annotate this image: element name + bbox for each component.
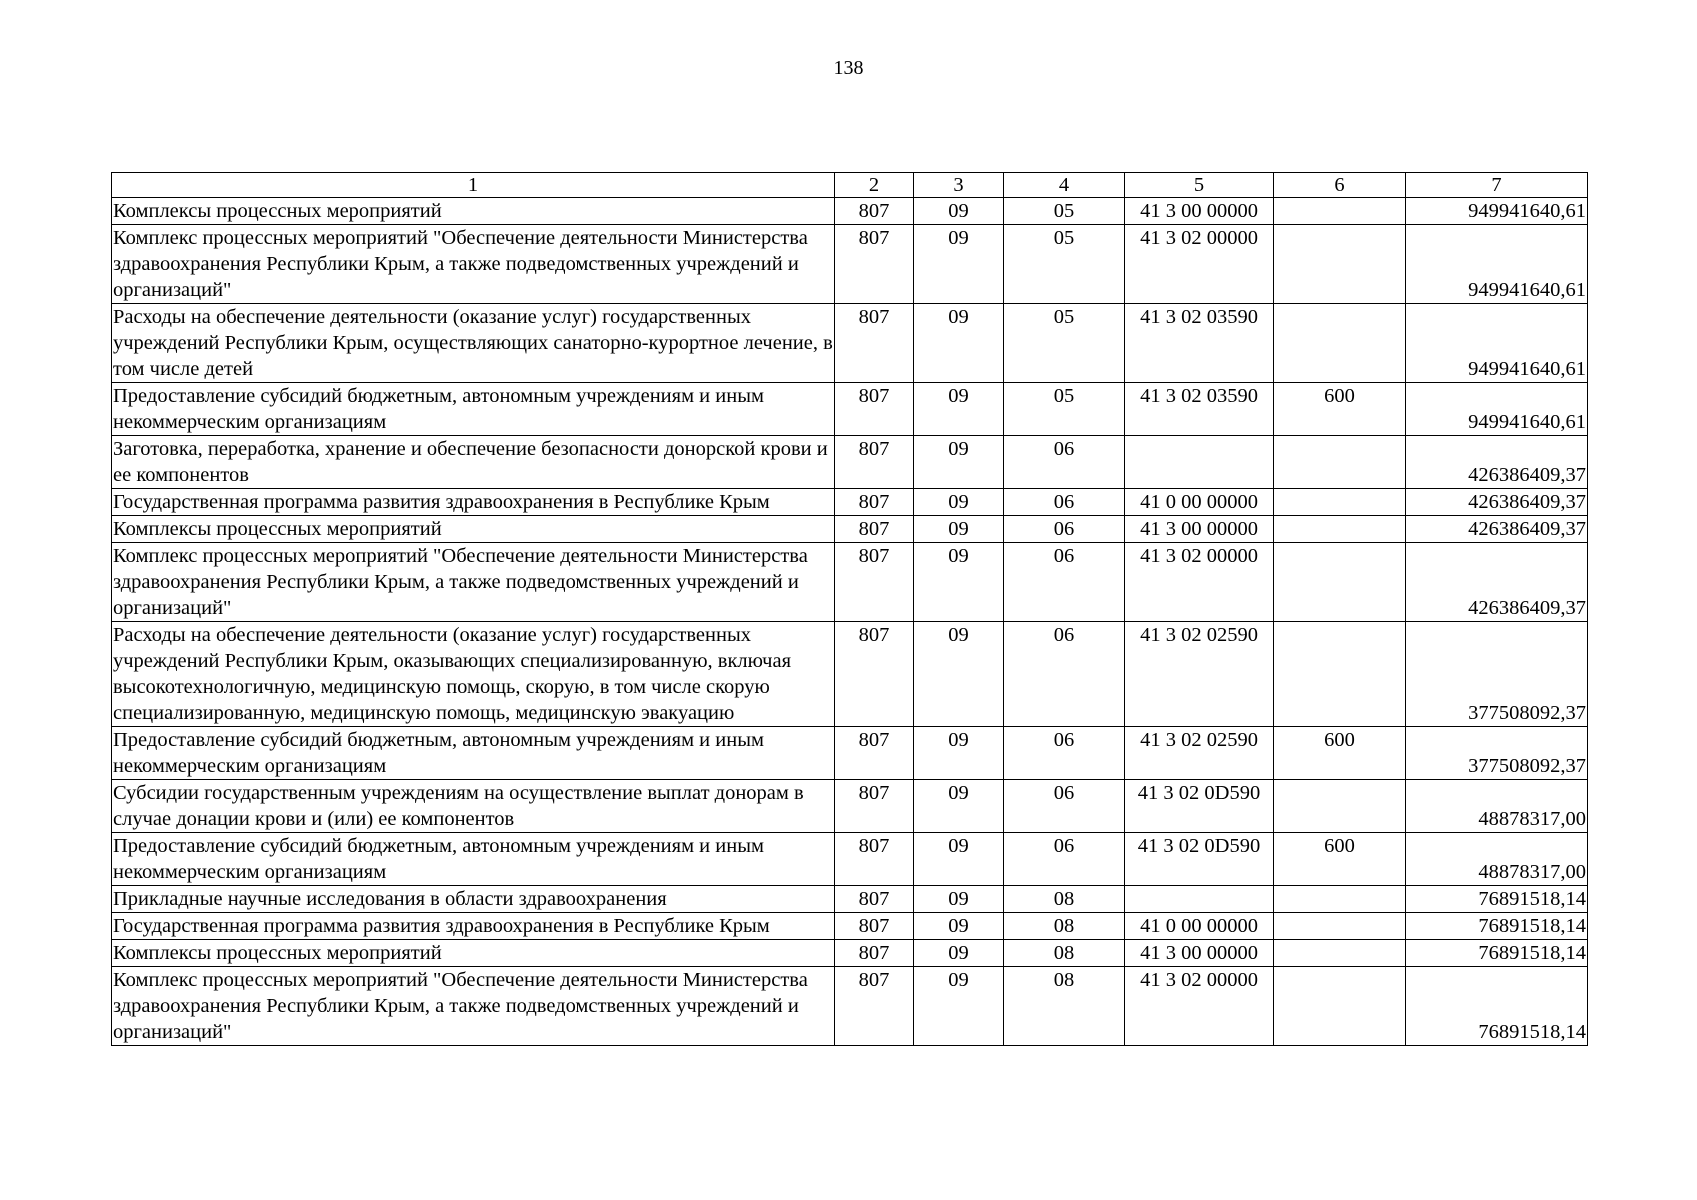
header-cell: 5 xyxy=(1125,173,1274,198)
target-article-cell: 41 3 02 02590 xyxy=(1125,622,1274,727)
section-code-cell: 09 xyxy=(914,913,1004,940)
row-name-cell: Комплекс процессных мероприятий "Обеспечение деятельности Министерства здравоохранения Республики Крым, а также подведомственных учреждений и организаций" xyxy=(112,543,835,622)
table-row xyxy=(112,727,1588,780)
target-article-cell: 41 3 02 03590 xyxy=(1125,383,1274,436)
table-row xyxy=(112,940,1588,967)
row-name-cell: Государственная программа развития здравоохранения в Республике Крым xyxy=(112,489,835,516)
target-article-cell: 41 3 02 00000 xyxy=(1125,543,1274,622)
expense-type-cell xyxy=(1274,225,1406,304)
subsection-code-cell: 08 xyxy=(1004,886,1125,913)
table-row xyxy=(112,780,1588,833)
section-code-cell: 09 xyxy=(914,304,1004,383)
amount-cell: 426386409,37 xyxy=(1406,436,1588,489)
row-name-cell: Прикладные научные исследования в области здравоохранения xyxy=(112,886,835,913)
expense-type-cell xyxy=(1274,304,1406,383)
amount-cell: 426386409,37 xyxy=(1406,516,1588,543)
row-name-cell: Субсидии государственным учреждениям на осуществление выплат донорам в случае донации крови и (или) ее компонентов xyxy=(112,780,835,833)
expense-type-cell xyxy=(1274,543,1406,622)
section-code-cell: 09 xyxy=(914,198,1004,225)
header-cell: 6 xyxy=(1274,173,1406,198)
target-article-cell: 41 3 00 00000 xyxy=(1125,198,1274,225)
section-code-cell: 09 xyxy=(914,225,1004,304)
ministry-code-cell: 807 xyxy=(835,780,914,833)
expense-type-cell xyxy=(1274,940,1406,967)
amount-cell: 949941640,61 xyxy=(1406,383,1588,436)
header-cell: 3 xyxy=(914,173,1004,198)
page-number: 138 xyxy=(833,57,864,79)
amount-cell: 76891518,14 xyxy=(1406,886,1588,913)
ministry-code-cell: 807 xyxy=(835,304,914,383)
section-code-cell: 09 xyxy=(914,436,1004,489)
ministry-code-cell: 807 xyxy=(835,913,914,940)
section-code-cell: 09 xyxy=(914,727,1004,780)
table-row xyxy=(112,967,1588,1046)
section-code-cell: 09 xyxy=(914,940,1004,967)
expense-type-cell: 600 xyxy=(1274,833,1406,886)
target-article-cell: 41 3 00 00000 xyxy=(1125,940,1274,967)
ministry-code-cell: 807 xyxy=(835,727,914,780)
expense-type-cell: 600 xyxy=(1274,727,1406,780)
section-code-cell: 09 xyxy=(914,383,1004,436)
expense-type-cell xyxy=(1274,436,1406,489)
expense-type-cell xyxy=(1274,886,1406,913)
amount-cell: 76891518,14 xyxy=(1406,913,1588,940)
expense-type-cell xyxy=(1274,489,1406,516)
row-name-cell: Предоставление субсидий бюджетным, автономным учреждениям и иным некоммерческим организациям xyxy=(112,383,835,436)
ministry-code-cell: 807 xyxy=(835,383,914,436)
ministry-code-cell: 807 xyxy=(835,886,914,913)
expense-type-cell xyxy=(1274,198,1406,225)
row-name-cell: Комплексы процессных мероприятий xyxy=(112,940,835,967)
ministry-code-cell: 807 xyxy=(835,436,914,489)
target-article-cell: 41 3 02 0D590 xyxy=(1125,780,1274,833)
ministry-code-cell: 807 xyxy=(835,516,914,543)
row-name-cell: Расходы на обеспечение деятельности (оказание услуг) государственных учреждений Республики Крым, оказывающих специализированную, включая высокотехнологичную, медицинскую помощь, скорую, в том числе скорую специализированную, медицинскую помощь, медицинскую эвакуацию xyxy=(112,622,835,727)
amount-cell: 949941640,61 xyxy=(1406,225,1588,304)
target-article-cell: 41 3 00 00000 xyxy=(1125,516,1274,543)
amount-cell: 48878317,00 xyxy=(1406,833,1588,886)
section-code-cell: 09 xyxy=(914,543,1004,622)
target-article-cell: 41 3 02 00000 xyxy=(1125,967,1274,1046)
table-body xyxy=(112,198,1588,1046)
table-row xyxy=(112,436,1588,489)
amount-cell: 377508092,37 xyxy=(1406,622,1588,727)
row-name-cell: Комплексы процессных мероприятий xyxy=(112,516,835,543)
ministry-code-cell: 807 xyxy=(835,225,914,304)
subsection-code-cell: 05 xyxy=(1004,198,1125,225)
expense-type-cell xyxy=(1274,622,1406,727)
table-row xyxy=(112,225,1588,304)
section-code-cell: 09 xyxy=(914,967,1004,1046)
amount-cell: 48878317,00 xyxy=(1406,780,1588,833)
subsection-code-cell: 08 xyxy=(1004,940,1125,967)
header-cell: 1 xyxy=(112,173,835,198)
subsection-code-cell: 08 xyxy=(1004,913,1125,940)
subsection-code-cell: 06 xyxy=(1004,436,1125,489)
subsection-code-cell: 06 xyxy=(1004,489,1125,516)
table-row xyxy=(112,383,1588,436)
subsection-code-cell: 05 xyxy=(1004,383,1125,436)
amount-cell: 76891518,14 xyxy=(1406,940,1588,967)
subsection-code-cell: 05 xyxy=(1004,304,1125,383)
expense-type-cell xyxy=(1274,913,1406,940)
subsection-code-cell: 05 xyxy=(1004,225,1125,304)
expense-type-cell: 600 xyxy=(1274,383,1406,436)
target-article-cell: 41 0 00 00000 xyxy=(1125,913,1274,940)
expense-type-cell xyxy=(1274,780,1406,833)
row-name-cell: Комплексы процессных мероприятий xyxy=(112,198,835,225)
ministry-code-cell: 807 xyxy=(835,198,914,225)
table-row xyxy=(112,516,1588,543)
section-code-cell: 09 xyxy=(914,833,1004,886)
header-cell: 7 xyxy=(1406,173,1588,198)
row-name-cell: Предоставление субсидий бюджетным, автономным учреждениям и иным некоммерческим организациям xyxy=(112,833,835,886)
table-row xyxy=(112,543,1588,622)
subsection-code-cell: 06 xyxy=(1004,516,1125,543)
subsection-code-cell: 06 xyxy=(1004,727,1125,780)
row-name-cell: Расходы на обеспечение деятельности (оказание услуг) государственных учреждений Республики Крым, осуществляющих санаторно-курортное лечение, в том числе детей xyxy=(112,304,835,383)
target-article-cell: 41 3 02 03590 xyxy=(1125,304,1274,383)
row-name-cell: Государственная программа развития здравоохранения в Республике Крым xyxy=(112,913,835,940)
target-article-cell: 41 0 00 00000 xyxy=(1125,489,1274,516)
ministry-code-cell: 807 xyxy=(835,489,914,516)
ministry-code-cell: 807 xyxy=(835,622,914,727)
ministry-code-cell: 807 xyxy=(835,543,914,622)
subsection-code-cell: 06 xyxy=(1004,543,1125,622)
amount-cell: 426386409,37 xyxy=(1406,489,1588,516)
amount-cell: 76891518,14 xyxy=(1406,967,1588,1046)
section-code-cell: 09 xyxy=(914,622,1004,727)
section-code-cell: 09 xyxy=(914,516,1004,543)
section-code-cell: 09 xyxy=(914,780,1004,833)
subsection-code-cell: 06 xyxy=(1004,780,1125,833)
row-name-cell: Комплекс процессных мероприятий "Обеспечение деятельности Министерства здравоохранения Республики Крым, а также подведомственных учреждений и организаций" xyxy=(112,967,835,1046)
section-code-cell: 09 xyxy=(914,489,1004,516)
table-row xyxy=(112,304,1588,383)
subsection-code-cell: 06 xyxy=(1004,833,1125,886)
ministry-code-cell: 807 xyxy=(835,940,914,967)
table-row xyxy=(112,913,1588,940)
target-article-cell xyxy=(1125,886,1274,913)
expense-type-cell xyxy=(1274,516,1406,543)
table-row xyxy=(112,622,1588,727)
header-cell: 4 xyxy=(1004,173,1125,198)
amount-cell: 949941640,61 xyxy=(1406,304,1588,383)
table-header-row xyxy=(112,173,1588,198)
row-name-cell: Комплекс процессных мероприятий "Обеспечение деятельности Министерства здравоохранения Республики Крым, а также подведомственных учреждений и организаций" xyxy=(112,225,835,304)
table-row xyxy=(112,886,1588,913)
row-name-cell: Заготовка, переработка, хранение и обеспечение безопасности донорской крови и ее компонентов xyxy=(112,436,835,489)
table-row xyxy=(112,198,1588,225)
target-article-cell: 41 3 02 0D590 xyxy=(1125,833,1274,886)
subsection-code-cell: 08 xyxy=(1004,967,1125,1046)
ministry-code-cell: 807 xyxy=(835,833,914,886)
expense-type-cell xyxy=(1274,967,1406,1046)
target-article-cell: 41 3 02 02590 xyxy=(1125,727,1274,780)
row-name-cell: Предоставление субсидий бюджетным, автономным учреждениям и иным некоммерческим организациям xyxy=(112,727,835,780)
ministry-code-cell: 807 xyxy=(835,967,914,1046)
section-code-cell: 09 xyxy=(914,886,1004,913)
subsection-code-cell: 06 xyxy=(1004,622,1125,727)
header-cell: 2 xyxy=(835,173,914,198)
target-article-cell: 41 3 02 00000 xyxy=(1125,225,1274,304)
table-row xyxy=(112,833,1588,886)
table-row xyxy=(112,489,1588,516)
amount-cell: 949941640,61 xyxy=(1406,198,1588,225)
amount-cell: 426386409,37 xyxy=(1406,543,1588,622)
amount-cell: 377508092,37 xyxy=(1406,727,1588,780)
budget-table xyxy=(111,172,1588,1046)
target-article-cell xyxy=(1125,436,1274,489)
